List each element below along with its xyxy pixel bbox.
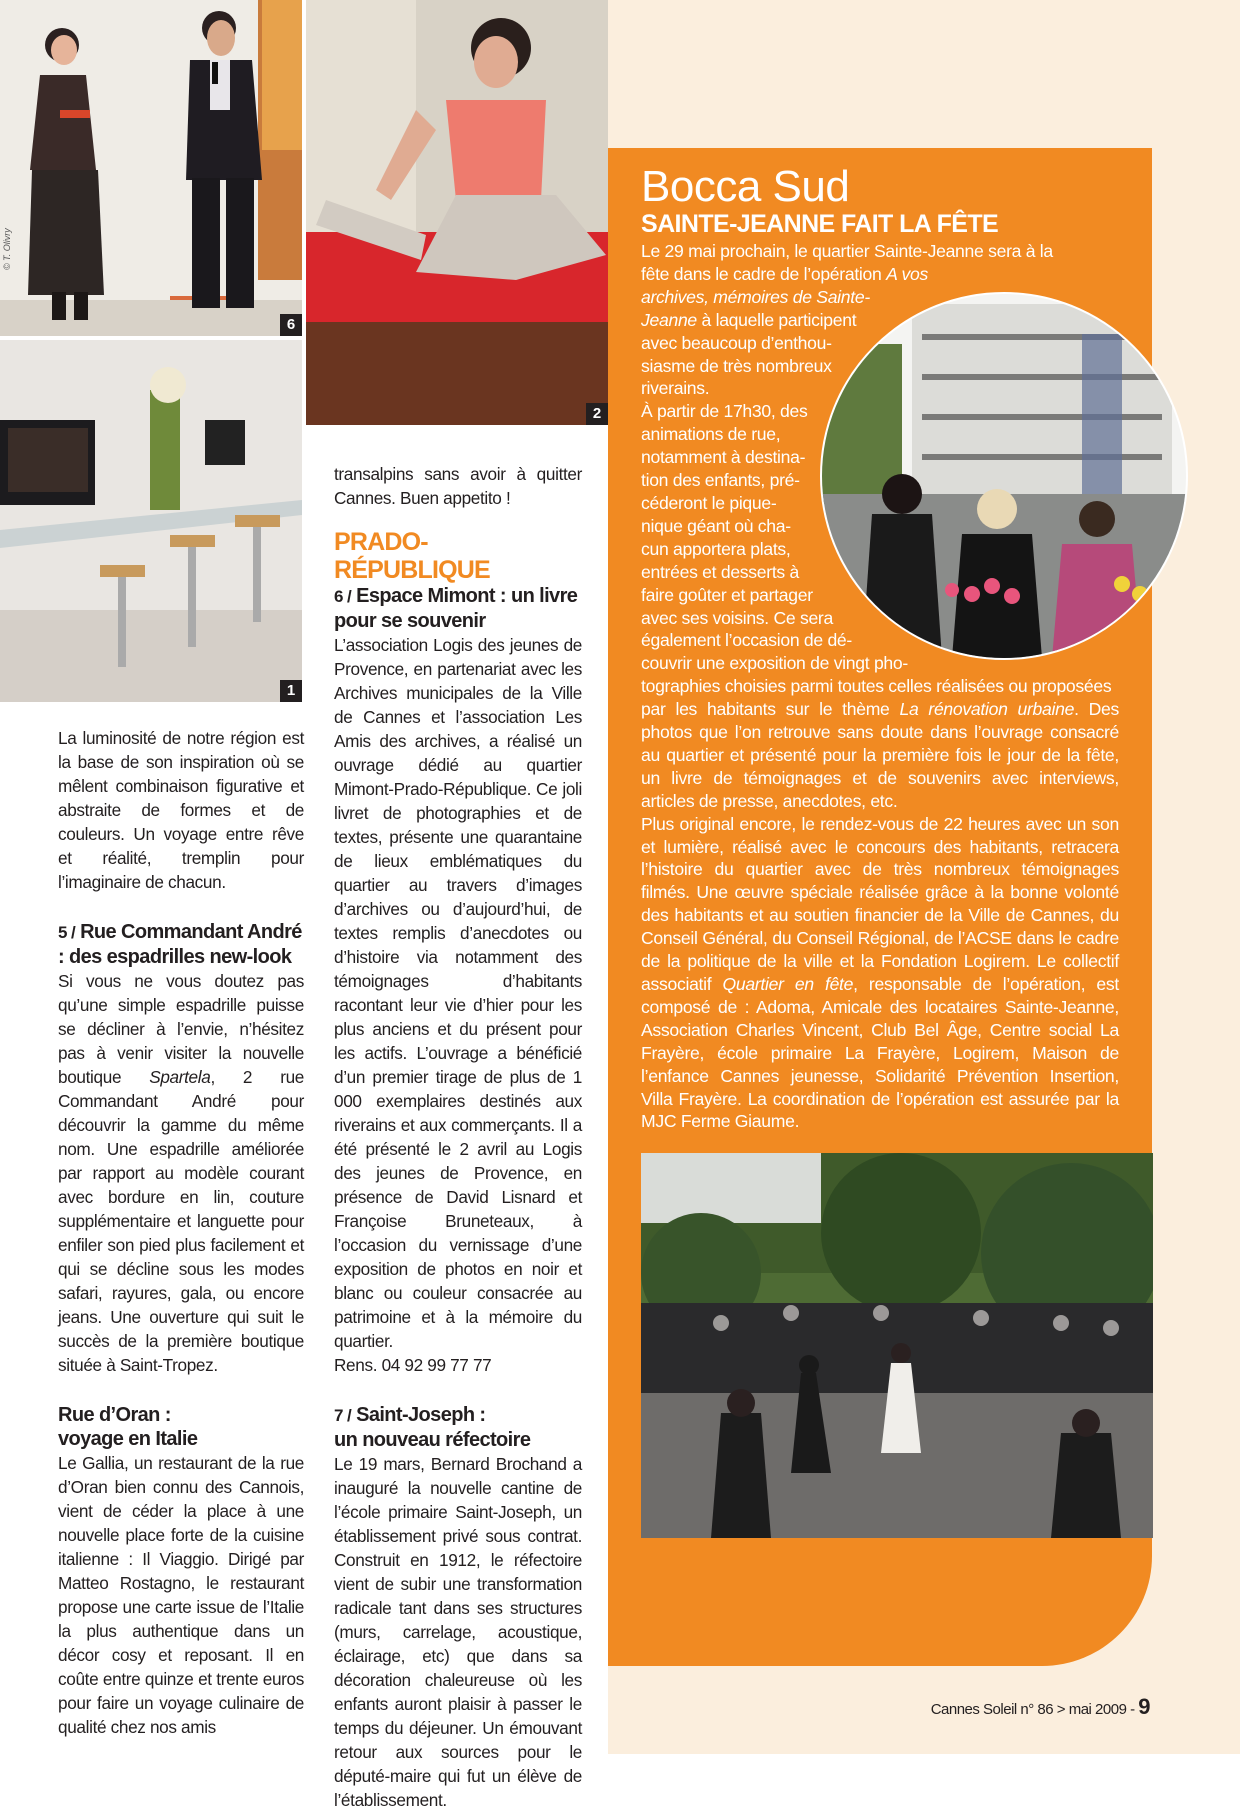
sidebar-line-19: couvrir une exposition de vingt pho- [641, 653, 908, 674]
section-5-number: 5 / [58, 923, 76, 942]
sidebar-line-7: riverains. [641, 378, 710, 399]
page-number: 9 [1138, 1694, 1150, 1719]
sidebar-line-13: nique géant où cha- [641, 515, 791, 536]
oran-title-1: Rue d’Oran : [58, 1404, 171, 1426]
sidebar-body-1 [641, 240, 1119, 1133]
photo-credit: © T. Olivry [2, 228, 12, 270]
prado-heading: PRADO-RÉPUBLIQUE [334, 528, 490, 584]
section-5-body-a: Si vous ne vous doutez pas qu’une simple espadrille puisse se décliner à l’envie, n’hésitez pas à venir visiter la nouvelle boutique [58, 971, 304, 1087]
sidebar-line-15: entrées et desserts à [641, 561, 799, 582]
section-7-body: Le 19 mars, Bernard Brochand a inauguré la nouvelle cantine de l’école primaire Saint-Joseph, un établissement privé sous contrat. Construit en 1912, le réfectoire vient de subir une transformation radicale tant dans ses structures (murs, carrelage, acoustique, éclairage, etc) que dans sa décoration chaleureuse où les enfants auront plaisir à passer le temps du déjeuner. Un émouvant retour aux sources pour le député-maire qui fut un élève de l’établissement. [334, 1454, 582, 1810]
sidebar-line-3 [641, 286, 901, 309]
sidebar-line-14: cun apportera plats, [641, 538, 791, 559]
oran-body: Le Gallia, un restaurant de la rue d’Oran bien connu des Cannois, vient de céder la place à une nouvelle place forte de la cuisine italienne : Il Viaggio. Dirigé par Matteo Rostagno, le restaurant propose une carte issue de l’Italie la plus authentique dans un décor cosy et reposant. Il en coûte entre quinze et trente euros pour faire un voyage culinaire de qualité chez nos amis [58, 1453, 304, 1737]
photo-presentation [0, 0, 302, 336]
section-6-contact: Rens. 04 92 99 77 77 [334, 1355, 492, 1375]
sidebar-line-20: tographies choisies parmi toutes celles réalisées ou proposées [641, 676, 1112, 697]
sidebar-line-4b: à laquelle participent [696, 309, 857, 330]
section-7-title-1: Saint-Joseph : [356, 1404, 486, 1426]
sidebar-line-2 [641, 263, 931, 286]
section-5-body-em: Spartela [149, 1067, 211, 1087]
sidebar-title: SAINTE-JEANNE FAIT LA FÊTE [641, 210, 999, 238]
presentation-image [0, 0, 302, 336]
sidebar-line-3a: archives, mémoires de Sainte- [641, 286, 870, 307]
photo-dance [641, 1153, 1153, 1538]
stretching-image [306, 0, 608, 425]
sidebar-line-21b: La rénovation urbaine [899, 699, 1075, 720]
sidebar-line-8: À partir de 17h30, des [641, 401, 808, 422]
footer-text: Cannes Soleil n° 86 > mai 2009 - [930, 1701, 1135, 1718]
sidebar-line-11: tion des enfants, pré- [641, 470, 800, 491]
sidebar-line-2a: fête dans le cadre de l’opération [641, 263, 887, 284]
photo-number-6: 6 [280, 314, 302, 336]
dance-image [641, 1153, 1153, 1538]
sidebar-line-21c: . Des photos que l’on retrouve sans doute dans l’ouvrage consacré au quartier et présenté pour la première fois le jour de la fête, un livre de témoignages et de souvenirs avec interviews, articles de presse, anecdotes, etc. [641, 699, 1119, 811]
sidebar-line-9: animations de rue, [641, 424, 781, 445]
sidebar-line-21a: par les habitants sur le thème [641, 699, 900, 720]
page-footer [931, 1694, 1150, 1720]
sidebar-line-5: avec beaucoup d’enthou- [641, 332, 832, 353]
photo-number-2: 2 [586, 403, 608, 425]
sidebar-paragraph-2 [641, 813, 1119, 1134]
intro-paragraph: La luminosité de notre région est la base de son inspiration où se mêlent combinaison figurative et abstraite de formes et de couleurs. Un voyage entre rêve et réalité, tremplin pour l’imaginaire de chacun. [58, 728, 304, 892]
sidebar-line-18: également l’occasion de dé- [641, 630, 852, 651]
boutique-image [0, 340, 302, 702]
sidebar-line-2b: A vos [886, 263, 928, 284]
sidebar-p2-b: , responsable de l’opération, est composé de : Adoma, Amicale des locataires Sainte-Jeanne, Association Charles Vincent, Club Bel Âge, Centre social La Frayère, école primaire La Frayère, Logirem, Maison de l’enfance Cannes jeunesse, Solidarité Prévention Insertion, Villa Frayère. La coordination de l’opération est assurée par la MJC Ferme Giaume. [641, 974, 1119, 1132]
photo-number-1: 1 [280, 680, 302, 702]
section-7-title-2: un nouveau réfectoire [334, 1429, 531, 1451]
section-5-heading [58, 920, 304, 969]
section-6-title: Espace Mimont : un livre pour se souvenir [334, 585, 578, 632]
section-7-heading [334, 1403, 582, 1452]
column-left [58, 726, 304, 1739]
sidebar-line-17: avec ses voisins. Ce sera [641, 607, 833, 628]
section-6-heading [334, 584, 582, 633]
column-middle [334, 462, 582, 1812]
sidebar-line-16: faire goûter et partager [641, 584, 813, 605]
section-5-body-b: , 2 rue Commandant André pour découvrir la gamme du même nom. Une espadrille améliorée par rapport au modèle courant avec bordure en lin, couture supplémentaire et languette pour enfiler son pied plus facilement et qui se décline sous les modes safari, rayures, gala, ou encore jeans. Une ouverture qui suit le succès de la première boutique située à Saint-Tropez. [58, 1067, 304, 1375]
sidebar-line-4 [641, 309, 881, 332]
continued-text: transalpins sans avoir à quitter Cannes. Buen appetito ! [334, 464, 582, 508]
sidebar-line-6: siasme de très nombreux [641, 355, 832, 376]
sidebar-line-4a: Jeanne [641, 309, 697, 330]
sidebar-line-12: céderont le pique- [641, 492, 777, 513]
section-5-body [58, 969, 304, 1377]
section-7-number: 7 / [334, 1406, 352, 1425]
section-5-title: Rue Commandant André : des espadrilles new-look [58, 921, 302, 968]
section-6-body: L’association Logis des jeunes de Provence, en partenariat avec les Archives municipales de la Ville de Cannes et l’association Les Amis des archives, a réalisé un ouvrage dédié au quartier Mimont-Prado-République. Ce joli livret de photographies et de textes, présente une quarantaine de lieux emblématiques du quartier au travers d’images d’archives ou d’aujourd’hui, de textes remplis d’anecdotes ou d’histoire via notamment des témoignages d’habitants racontant leur vie d’hier pour les plus anciens et du présent pour les actifs. L’ouvrage a bénéficié d’un premier tirage de plus de 1 000 exemplaires destinés aux riverains et aux commerçants. Il a été présenté le 2 avril au Logis des jeunes de Provence, en présence de David Lisnard et Françoise Bruneteaux, à l’occasion du vernissage d’une exposition de photos en noir et blanc ou couleur consacrée au patrimoine et à la mémoire du quartier. [334, 635, 582, 1351]
sidebar-line-1: Le 29 mai prochain, le quartier Sainte-Jeanne sera à la [641, 241, 1053, 261]
sidebar-kicker: Bocca Sud [641, 162, 850, 211]
section-6-number: 6 / [334, 587, 352, 606]
sidebar-line-21 [641, 698, 1119, 813]
photo-boutique [0, 340, 302, 702]
sidebar-p2-a: Plus original encore, le rendez-vous de 22 heures avec un son et lumière, réalisé avec le concours des habitants, retracera l’histoire du quartier avec de très nombreux témoignages filmés. Une œuvre spéciale réalisée grâce à la bonne volonté des habitants et au soutien financier de la Ville de Cannes, du Conseil Général, du Conseil Régional, de l’ACSE dans le cadre de la politique de la ville et la Fondation Logirem. Le collectif associatif [641, 813, 1119, 994]
photo-stretching [306, 0, 608, 425]
sidebar-line-10: notamment à destina- [641, 447, 806, 468]
oran-title-2: voyage en Italie [58, 1428, 198, 1450]
oran-heading [58, 1403, 304, 1451]
sidebar-p2-em: Quartier en fête [722, 974, 854, 994]
